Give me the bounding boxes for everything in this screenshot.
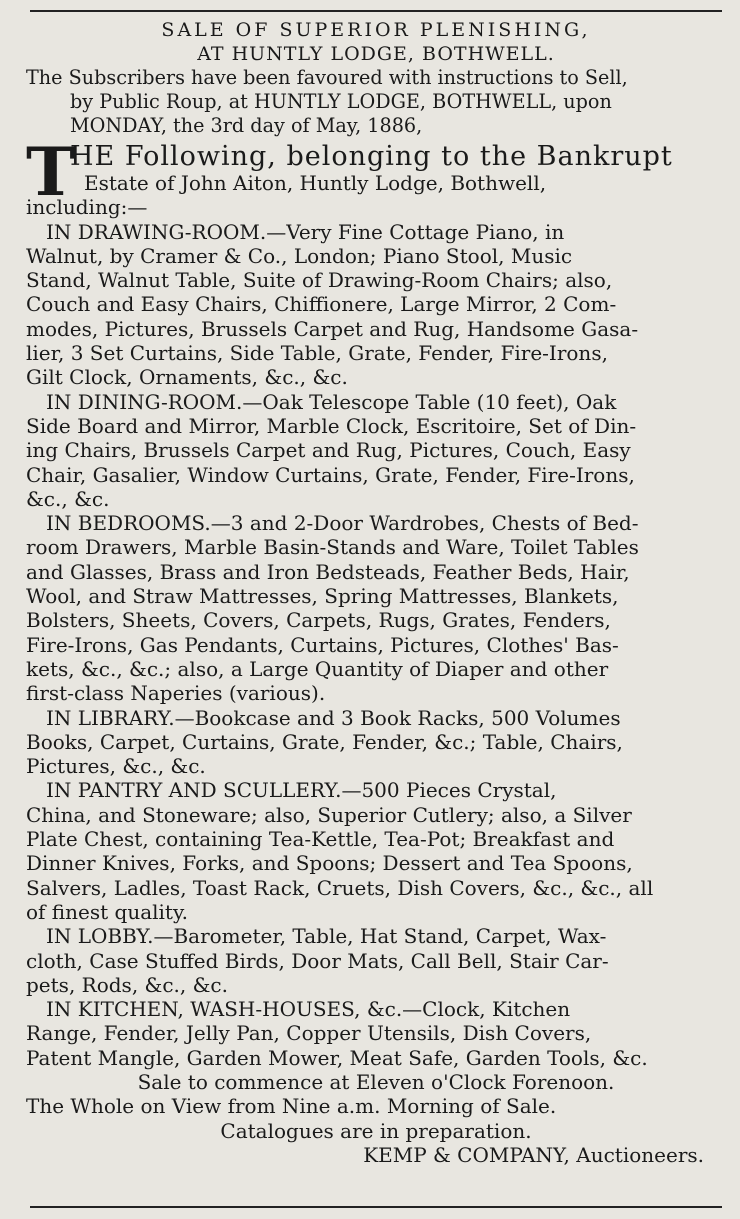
- intro-paragraph: [26, 66, 726, 138]
- section-line: Plate Chest, containing Tea-Kettle, Tea-Pot; Breakfast and: [26, 827, 615, 852]
- closing-notes: [26, 1070, 726, 1167]
- section-line: Dinner Knives, Forks, and Spoons; Dessert and Tea Spoons,: [26, 851, 633, 876]
- heading-line-2: AT HUNTLY LODGE, BOTHWELL.: [197, 43, 555, 65]
- section-line: Couch and Easy Chairs, Chiffionere, Large Mirror, 2 Com-: [26, 292, 617, 317]
- section-kitchen: [26, 997, 726, 1070]
- sale-advertisement: [26, 18, 726, 1167]
- section-line: Stand, Walnut Table, Suite of Drawing-Room Chairs; also,: [26, 268, 613, 293]
- section-line: Salvers, Ladles, Toast Rack, Cruets, Dish Covers, &c., &c., all: [26, 875, 654, 900]
- section-line: IN DRAWING-ROOM.—Very Fine Cottage Piano, in: [46, 219, 565, 244]
- section-pantry-scullery: [26, 778, 726, 924]
- section-line: Wool, and Straw Mattresses, Spring Mattresses, Blankets,: [26, 584, 619, 609]
- section-line: room Drawers, Marble Basin-Stands and Ware, Toilet Tables: [26, 535, 639, 560]
- section-line: cloth, Case Stuffed Birds, Door Mats, Call Bell, Stair Car-: [26, 948, 609, 973]
- section-line: of finest quality.: [26, 899, 188, 924]
- intro-line: MONDAY, the 3rd day of May, 1886,: [70, 114, 423, 137]
- section-line: first-class Naperies (various).: [26, 681, 326, 706]
- section-line: China, and Stoneware; also, Superior Cutlery; also, a Silver: [26, 802, 632, 827]
- bottom-rule: [30, 1206, 722, 1208]
- section-line: IN LIBRARY.—Bookcase and 3 Book Racks, 500 Volumes: [46, 705, 621, 730]
- section-line: Chair, Gasalier, Window Curtains, Grate, Fender, Fire-Irons,: [26, 462, 635, 487]
- section-line: Side Board and Mirror, Marble Clock, Escritoire, Set of Din-: [26, 413, 637, 438]
- section-line: lier, 3 Set Curtains, Side Table, Grate, Fender, Fire-Irons,: [26, 341, 608, 366]
- section-lobby: [26, 924, 726, 997]
- intro-line: The Subscribers have been favoured with instructions to Sell,: [26, 66, 628, 89]
- section-line: IN LOBBY.—Barometer, Table, Hat Stand, Carpet, Wax-: [46, 924, 607, 949]
- section-drawing-room: [26, 220, 726, 390]
- section-dining-room: [26, 390, 726, 511]
- section-line: Range, Fender, Jelly Pan, Copper Utensils, Dish Covers,: [26, 1021, 592, 1046]
- lead-line: including:—: [26, 195, 148, 220]
- view-time: The Whole on View from Nine a.m. Morning of Sale.: [26, 1094, 557, 1119]
- section-line: &c., &c.: [26, 486, 110, 511]
- section-line: and Glasses, Brass and Iron Bedsteads, Feather Beds, Hair,: [26, 559, 630, 584]
- section-line: Books, Carpet, Curtains, Grate, Fender, &c.; Table, Chairs,: [26, 729, 623, 754]
- section-line: IN PANTRY AND SCULLERY.—500 Pieces Crystal,: [46, 778, 557, 803]
- section-line: pets, Rods, &c., &c.: [26, 972, 228, 997]
- section-line: Bolsters, Sheets, Covers, Carpets, Rugs, Grates, Fenders,: [26, 608, 611, 633]
- drop-cap: T: [26, 133, 76, 211]
- lead-line: HE Following, belonging to the Bankrupt: [70, 141, 673, 172]
- section-line: Gilt Clock, Ornaments, &c., &c.: [26, 365, 348, 390]
- section-line: modes, Pictures, Brussels Carpet and Rug, Handsome Gasa-: [26, 316, 639, 341]
- top-rule: [30, 10, 722, 12]
- section-bedrooms: [26, 511, 726, 705]
- section-line: ing Chairs, Brussels Carpet and Rug, Pictures, Couch, Easy: [26, 438, 631, 463]
- lead-line: Estate of John Aiton, Huntly Lodge, Bothwell,: [84, 171, 547, 195]
- section-library: [26, 706, 726, 779]
- section-line: Walnut, by Cramer & Co., London; Piano Stool, Music: [26, 243, 573, 268]
- heading-line-1: SALE OF SUPERIOR PLENISHING,: [161, 19, 591, 41]
- section-line: Fire-Irons, Gas Pendants, Curtains, Pictures, Clothes' Bas-: [26, 632, 619, 657]
- section-line: Pictures, &c., &c.: [26, 754, 206, 779]
- auctioneer-signature: KEMP & COMPANY, Auctioneers.: [363, 1142, 704, 1167]
- sale-time: Sale to commence at Eleven o'Clock Forenoon.: [137, 1069, 615, 1094]
- intro-line: by Public Roup, at HUNTLY LODGE, BOTHWELL, upon: [70, 90, 612, 113]
- section-line: kets, &c., &c.; also, a Large Quantity of Diaper and other: [26, 656, 609, 681]
- section-line: IN KITCHEN, WASH-HOUSES, &c.—Clock, Kitchen: [46, 997, 571, 1022]
- section-line: Patent Mangle, Garden Mower, Meat Safe, Garden Tools, &c.: [26, 1045, 648, 1070]
- section-line: IN DINING-ROOM.—Oak Telescope Table (10 feet), Oak: [46, 389, 617, 414]
- section-line: IN BEDROOMS.—3 and 2-Door Wardrobes, Chests of Bed-: [46, 511, 639, 536]
- catalogues-note: Catalogues are in preparation.: [220, 1118, 532, 1143]
- lead-paragraph: [26, 133, 726, 220]
